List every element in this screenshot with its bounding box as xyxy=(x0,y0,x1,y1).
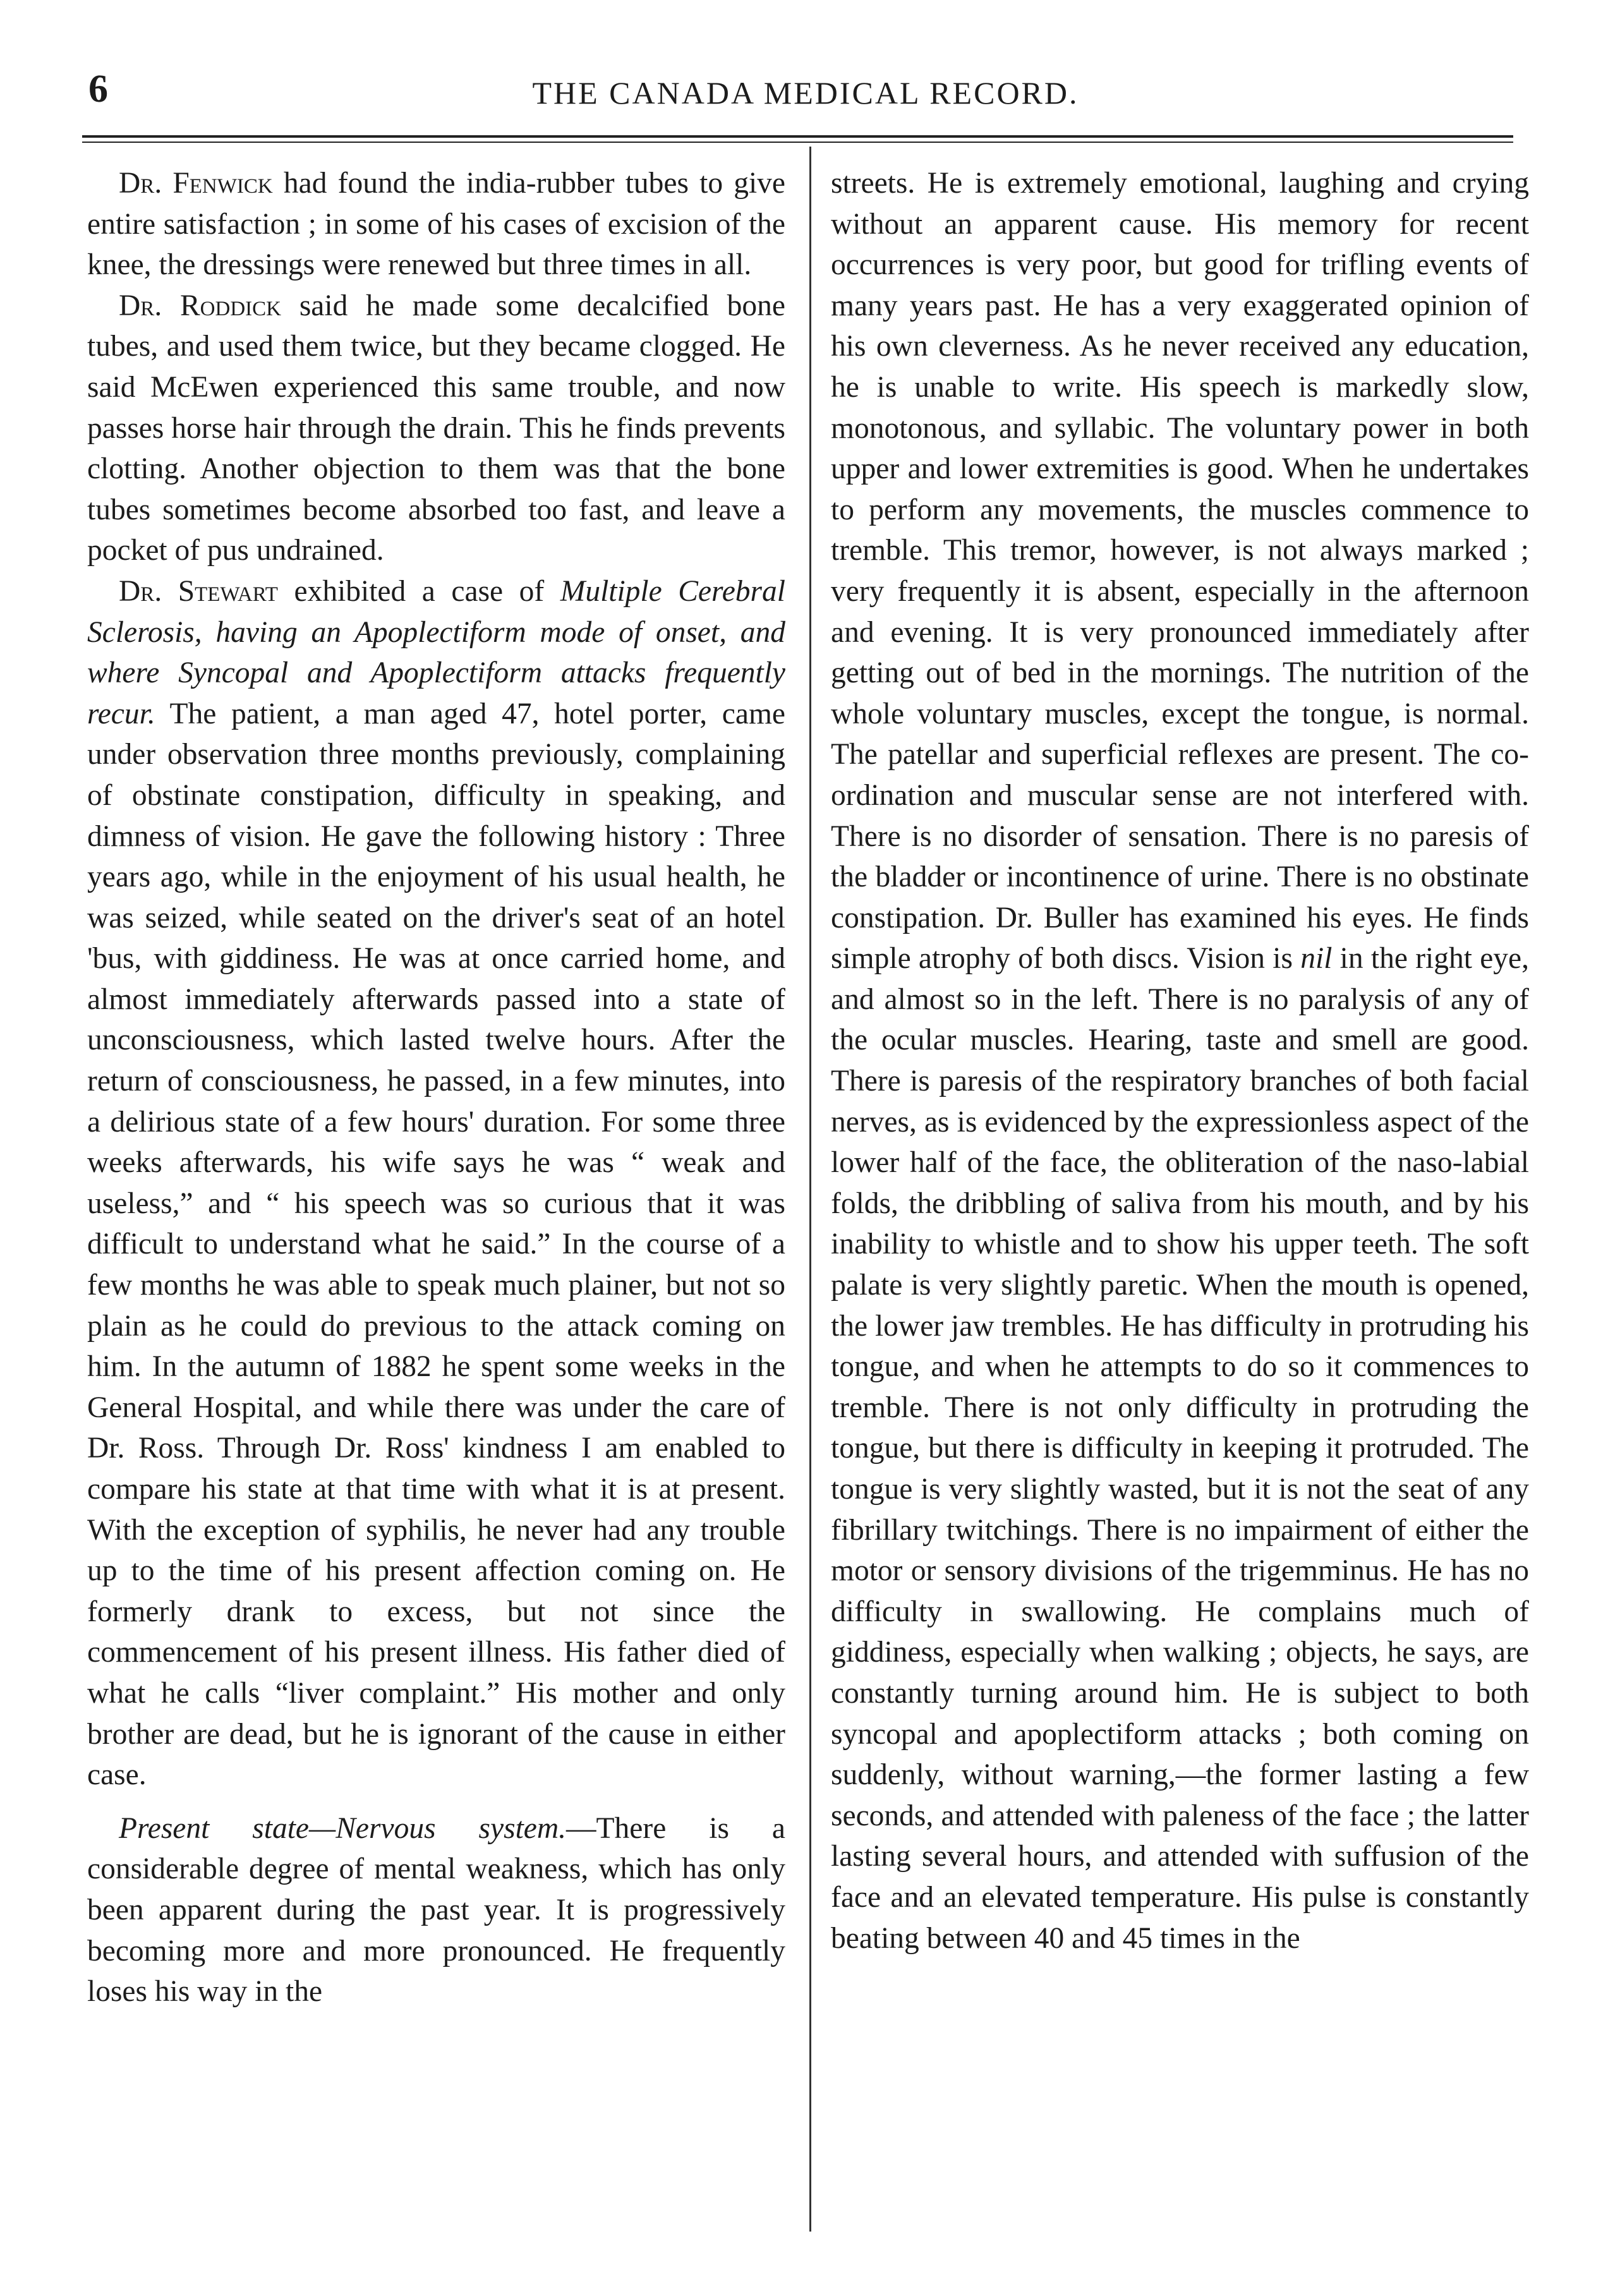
paragraph-fenwick xyxy=(87,163,785,286)
paragraph-text: —There is a considerable degree of mental weakness, which has only been apparent during the past year. It is progressively becoming more and more pronounced. He frequently loses his way in the xyxy=(87,1811,785,2009)
paragraph-text: The patient, a man aged 47, hotel porter, came under observation three months previously, complaining of obstinate constipation, difficulty in speaking, and dimness of vision. He gave the following history : Three years ago, while in the enjoyment of his usual health, he was seized, while seated on the driver's seat of an hotel 'bus, with giddiness. He was at once carried home, and almost immediately afterwards passed into a state of unconsciousness, which lasted twelve hours. After the return of consciousness, he passed, in a few minutes, into a delirious state of a few hours' duration. For some three weeks afterwards, his wife says he was “ weak and useless,” and “ his speech was so curious that it was difficult to understand what he said.” In the course of a few months he was able to speak much plainer, but not so plain as he could do previous to the attack coming on him. In the autumn of 1882 he spent some weeks in the General Hospital, and while there was under the care of Dr. Ross. Through Dr. Ross' kindness I am enabled to compare his state at that time with what it is at present. With the exception of syphilis, he never had any trouble up to the time of his present affection coming on. He formerly drank to excess, but not since the commencement of his present illness. His father died of what he calls “liver complaint.” His mother and only brother are dead, but he is ignorant of the cause in either case. xyxy=(87,697,785,1792)
header-rule-thin xyxy=(82,142,1513,143)
column-divider xyxy=(809,147,811,2232)
section-heading: Present state—Nervous system. xyxy=(119,1811,567,1845)
right-column xyxy=(831,163,1529,1959)
case-title: Multiple Cerebral Sclerosis, having an Apoplectiform mode of onset, and where Syncopal and Apoplectiform attacks frequently recur. xyxy=(87,574,785,730)
paragraph-text: had found the india-rubber tubes to give entire satisfaction ; in some of his cases of excision of the knee, the dressings were renewed but three times in all. xyxy=(87,167,785,282)
paragraph-present-state xyxy=(87,1808,785,2012)
paragraph-text: streets. He is extremely emotional, laughing and crying without an apparent cause. His memory for recent occurrences is very poor, but good for trifling events of many years past. He has a very exaggerated opinion of his own cleverness. As he never received any education, he is unable to write. His speech is markedly slow, monotonous, and syllabic. The voluntary power in both upper and lower extremities is good. When he undertakes to perform any movements, the muscles commence to tremble. This tremor, however, is not always marked ; very frequently it is absent, especially in the afternoon and evening. It is very pronounced immediately after getting out of bed in the mornings. The nutrition of the whole voluntary muscles, except the tongue, is normal. The patellar and superficial reflexes are present. The co-ordination and muscular sense are not interfered with. There is no disorder of sensation. There is no paresis of the bladder or incontinence of urine. There is no obstinate constipation. Dr. Buller has examined his eyes. He finds simple atrophy of both discs. Vision is xyxy=(831,167,1529,976)
left-column xyxy=(87,163,785,2012)
paragraph-text: exhibited a case of xyxy=(277,574,560,608)
paragraph-stewart xyxy=(87,571,785,1796)
italic-term: nil xyxy=(1300,942,1333,976)
paragraph-text: said he made some decalcified bone tubes, and used them twice, but they became clogged. He said McEwen experienced this same trouble, and now passes horse hair through the drain. This he finds prevents clotting. Another objection to them was that the bone tubes sometimes become absorbed too fast, and leave a pocket of pus undrained. xyxy=(87,289,785,567)
header-rule-thick xyxy=(82,135,1513,138)
speaker-name: Dr. Roddick xyxy=(119,289,282,322)
paragraph-roddick xyxy=(87,286,785,571)
page-header xyxy=(88,63,1523,120)
page-number: 6 xyxy=(88,68,108,111)
speaker-name: Dr. Fenwick xyxy=(119,167,273,200)
paragraph-continued xyxy=(831,163,1529,1959)
running-title: THE CANADA MEDICAL RECORD. xyxy=(532,75,1079,111)
paragraph-text: in the right eye, and almost so in the left. There is no paralysis of any of the ocular muscles. Hearing, taste and smell are good. There is paresis of the respiratory branches of both facial nerves, as is evidenced by the expressionless aspect of the lower half of the face, the obliteration of the naso-labial folds, the dribbling of saliva from his mouth, and by his inability to whistle and to show his upper teeth. The soft palate is very slightly paretic. When the mouth is opened, the lower jaw trembles. He has difficulty in protruding his tongue, and when he attempts to do so it commences to tremble. There is not only difficulty in protruding the tongue, but there is difficulty in keeping it protruded. The tongue is very slightly wasted, but it is not the seat of any fibrillary twitchings. There is no impairment of either the motor or sensory divisions of the trigemminus. He has no difficulty in swallowing. He complains much of giddiness, especially when walking ; objects, he says, are constantly turning around him. He is subject to both syncopal and apoplectiform attacks ; both coming on suddenly, without warning,—the former lasting a few seconds, and attended with paleness of the face ; the latter lasting several hours, and attended with suffusion of the face and an elevated temperature. His pulse is constantly beating between 40 and 45 times in the xyxy=(831,942,1529,1955)
speaker-name: Dr. Stewart xyxy=(119,574,278,608)
